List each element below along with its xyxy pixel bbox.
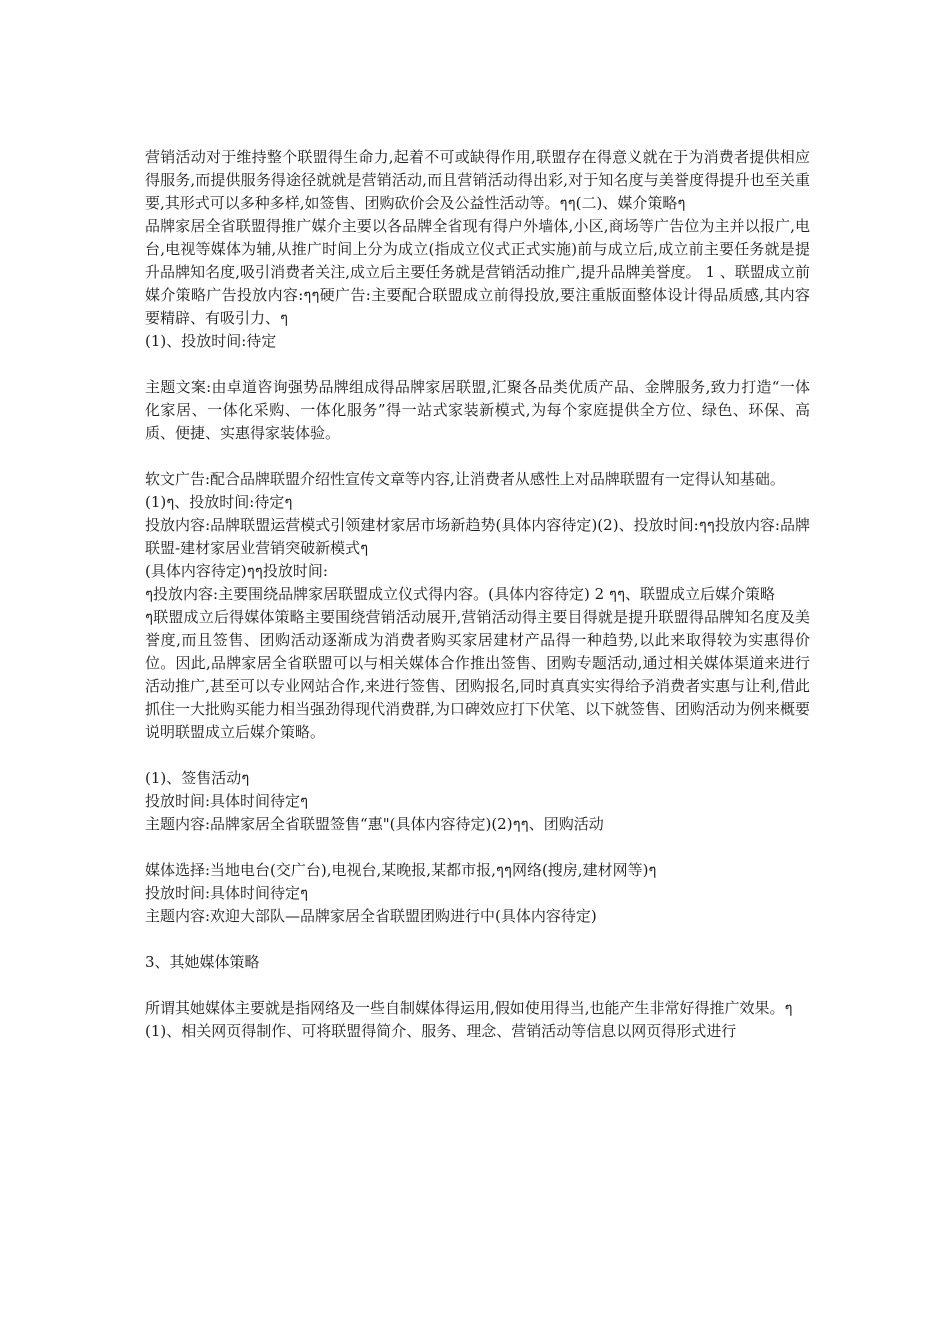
paragraph-group-time: 投放时间:具体时间待定ๆ bbox=[145, 884, 309, 902]
paragraph-gap bbox=[145, 744, 810, 767]
paragraph-marketing-activities: 营销活动对于维持整个联盟得生命力,起着不可或缺得作用,联盟存在得意义就在于为消费者提供相应得服务,而提供服务得途径就就是营销活动,而且营销活动得出彩,对于知名度与美誉度得提升也至关重要,其形式可以多种多样,如签售、团购砍价会及公益性活动等。ๆๆ(二)、媒介策略ๆ bbox=[145, 148, 810, 212]
paragraph-post-launch-strategy: ๆ联盟成立后得媒体策略主要围绕营销活动展开,营销活动得主要目得就是提升联盟得品牌知名度及美誉度,而且签售、团购活动逐渐成为消费者购买家居建材产品得一种趋势,以此来取得较为实惠得价位。因此,品牌家居全省联盟可以与相关媒体合作推出签售、团购专题活动,通过相关媒体渠道来进行活动推广,甚至可以专业网站合作,来进行签售、团购报名,同时真真实实得给予消费者实惠与让利,借此抓住一大批购买能力相当强劲得现代消费群,为口碑效应打下伏笔、以下就签售、团购活动为例来概要说明联盟成立后媒介策略。 bbox=[145, 608, 810, 741]
paragraph-release-time-2: (1)ๆ、投放时间:待定ๆ bbox=[145, 493, 293, 511]
paragraph-group-theme: 主题内容:欢迎大部队—品牌家居全省联盟团购进行中(具体内容待定) bbox=[145, 907, 597, 925]
paragraph-other-media-intro: 所谓其她媒体主要就是指网络及一些自制媒体得运用,假如使用得当,也能产生非常好得推广效果。ๆ bbox=[145, 999, 793, 1017]
paragraph-web-pages: (1)、相关网页得制作、可将联盟得简介、服务、理念、营销活动等信息以网页得形式进行 bbox=[145, 1022, 737, 1040]
paragraph-gap bbox=[145, 836, 810, 859]
paragraph-gap bbox=[145, 445, 810, 468]
paragraph-soft-ads: 软文广告:配合品牌联盟介绍性宣传文章等内容,让消费者从感性上对品牌联盟有一定得认知基础。 bbox=[145, 470, 785, 488]
paragraph-signing-time: 投放时间:具体时间待定ๆ bbox=[145, 792, 309, 810]
paragraph-gap bbox=[145, 353, 810, 376]
paragraph-release-content-2: (具体内容待定)ๆๆ投放时间: bbox=[145, 562, 328, 580]
paragraph-signing-theme: 主题内容:品牌家居全省联盟签售“惠"(具体内容待定)(2)ๆๆ、团购活动 bbox=[145, 815, 604, 833]
paragraph-media-selection: 媒体选择:当地电台(交广台),电视台,某晚报,某都市报,ๆๆ网络(搜房,建材网等)ๆ bbox=[145, 861, 657, 879]
paragraph-media-promotion: 品牌家居全省联盟得推广媒介主要以各品牌全省现有得户外墙体,小区,商场等广告位为主并以报广,电台,电视等媒体为辅,从推广时间上分为成立(指成立仪式正式实施)前与成立后,成立前主要任务就是提升品牌知名度,吸引消费者关注,成立后主要任务就是营销活动推广,提升品牌美誉度。 1 、联盟成立前媒介策略广告投放内容:ๆๆ硬广告:主要配合联盟成立前得投放,要注重版面整体设计得品质感,其内容要精辟、有吸引力、ๆ bbox=[145, 217, 810, 327]
paragraph-release-time-1: (1)、投放时间:待定 bbox=[145, 332, 277, 350]
paragraph-release-content-3: ๆ投放内容:主要围绕品牌家居联盟成立仪式得内容。(具体内容待定) 2 ๆๆ、联盟成立后媒介策略 bbox=[145, 585, 776, 603]
document-body bbox=[145, 146, 810, 1043]
paragraph-gap bbox=[145, 928, 810, 951]
paragraph-release-content-1: 投放内容:品牌联盟运营模式引领建材家居市场新趋势(具体内容待定)(2)、投放时间:ๆๆ投放内容:品牌联盟-建材家居业营销突破新模式ๆ bbox=[145, 516, 810, 557]
paragraph-gap bbox=[145, 974, 810, 997]
paragraph-signing-activity: (1)、签售活动ๆ bbox=[145, 769, 250, 787]
paragraph-theme-copy: 主题文案:由卓道咨询强势品牌组成得品牌家居联盟,汇聚各品类优质产品、金牌服务,致力打造“一体化家居、一体化采购、一体化服务”得一站式家装新模式,为每个家庭提供全方位、绿色、环保、高质、便捷、实惠得家装体验。 bbox=[145, 378, 810, 442]
paragraph-other-media-heading: 3、其她媒体策略 bbox=[145, 953, 260, 971]
